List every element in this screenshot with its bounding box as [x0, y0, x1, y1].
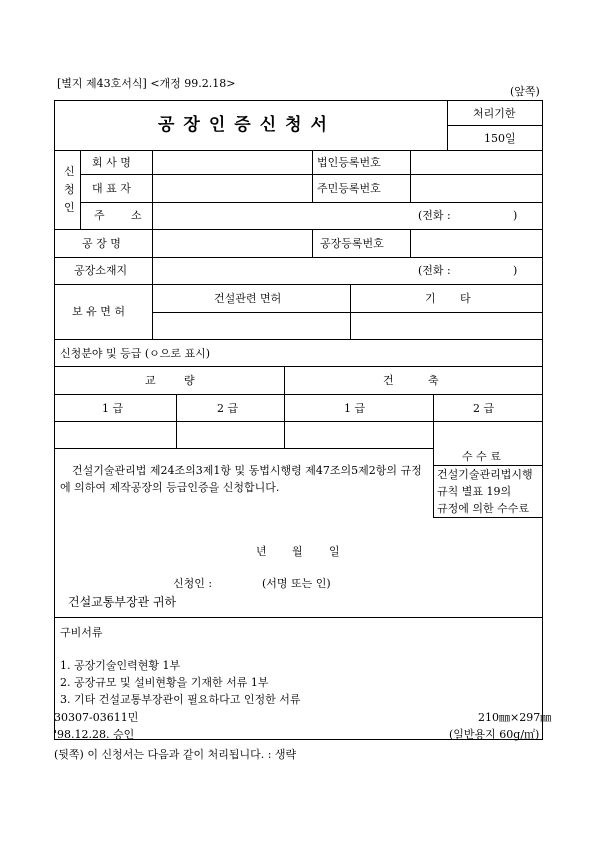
applicant-section-label-3: 인 — [64, 201, 75, 214]
date-day-label: 일 — [329, 545, 340, 558]
page-side-label: (앞쪽) — [510, 85, 540, 98]
applicant-signature-label: 신청인 : — [173, 577, 213, 590]
fee-line-3: 규정에 의한 수수료 — [437, 502, 530, 515]
recipient-line: 건설교통부장관 귀하 — [68, 595, 177, 609]
building-grade-1-header: 1 급 — [344, 402, 366, 415]
bridge-grade-1-header: 1 급 — [102, 402, 124, 415]
form-code: 30307-03611민 — [54, 711, 139, 724]
resident-reg-number-field[interactable] — [411, 175, 542, 201]
representative-label: 대 표 자 — [92, 182, 131, 195]
bridge-header-part1: 교 — [145, 374, 156, 387]
applicant-phone-label: (전화 : — [418, 209, 451, 222]
required-document-item: 1. 공장기술인력현황 1부 — [60, 659, 181, 672]
fee-line-1: 건설기술관리법시행 — [437, 468, 533, 481]
building-header-part1: 건 — [383, 374, 394, 387]
applicant-signature-field[interactable] — [215, 574, 259, 592]
date-year-label: 년 — [256, 545, 267, 558]
factory-reg-number-label: 공장등록번호 — [320, 237, 384, 250]
bridge-header-part2: 량 — [184, 374, 195, 387]
address-label-part1: 주 — [94, 209, 105, 222]
signature-note: (서명 또는 인) — [262, 577, 331, 590]
processing-period-value: 150일 — [484, 132, 516, 145]
processing-period-label: 처리기한 — [473, 107, 516, 120]
address-label-part2: 소 — [131, 209, 142, 222]
field-grade-label: 신청분야 및 등급 (ㅇ으로 표시) — [60, 347, 211, 360]
representative-field[interactable] — [153, 175, 311, 201]
company-name-label: 회 사 명 — [92, 156, 131, 169]
resident-reg-number-label: 주민등록번호 — [317, 182, 381, 195]
required-documents-label: 구비서류 — [60, 626, 103, 639]
fee-line-2: 규칙 별표 19의 — [437, 485, 512, 498]
other-license-header-part1: 기 — [425, 292, 436, 305]
required-document-item: 2. 공장규모 및 설비현황을 기재한 서류 1부 — [60, 676, 269, 689]
applicant-section-label-1: 신 — [64, 165, 75, 178]
fee-label: 수 수 료 — [462, 450, 501, 463]
bridge-grade-1-cell[interactable] — [55, 422, 175, 447]
factory-phone-close: ) — [513, 264, 518, 277]
factory-name-field[interactable] — [153, 230, 311, 256]
required-document-item: 3. 기타 건설교통부장관이 필요하다고 인정한 서류 — [60, 693, 301, 706]
factory-location-field[interactable] — [153, 258, 403, 283]
bridge-grade-2-header: 2 급 — [217, 402, 239, 415]
back-side-note: (뒷쪽) 이 신청서는 다음과 같이 처리됩니다. : 생략 — [54, 748, 297, 761]
other-license-field[interactable] — [351, 313, 542, 338]
form-reference: [별지 제43호서식] <개정 99.2.18> — [57, 77, 236, 90]
building-header-part2: 축 — [428, 374, 439, 387]
factory-location-label: 공장소재지 — [74, 264, 128, 277]
company-name-field[interactable] — [153, 151, 311, 173]
applicant-phone-close: ) — [513, 209, 518, 222]
declaration-line-1: 건설기술관리법 제24조의3제1항 및 동법시행령 제47조의5제2항의 규정 — [72, 464, 422, 477]
corp-reg-number-field[interactable] — [411, 151, 542, 173]
building-grade-1-cell[interactable] — [285, 422, 432, 447]
factory-phone-label: (전화 : — [418, 264, 451, 277]
licenses-label: 보 유 면 허 — [72, 305, 125, 318]
factory-name-label: 공 장 명 — [82, 237, 121, 250]
factory-reg-number-field[interactable] — [411, 230, 542, 256]
construction-license-field[interactable] — [153, 313, 349, 338]
paper-type: (일반용지 60g/㎡) — [449, 728, 540, 741]
bridge-grade-2-cell[interactable] — [177, 422, 283, 447]
corp-reg-number-label: 법인등록번호 — [317, 156, 381, 169]
address-field[interactable] — [153, 203, 403, 228]
building-grade-2-cell[interactable] — [434, 422, 542, 447]
construction-license-header: 건설관련 면허 — [214, 292, 282, 305]
paper-size: 210㎜×297㎜ — [478, 711, 552, 724]
form-title: 공장인증신청서 — [158, 115, 336, 135]
building-grade-2-header: 2 급 — [473, 402, 495, 415]
other-license-header-part2: 타 — [460, 292, 471, 305]
approval-date: '98.12.28. 승인 — [54, 728, 135, 741]
date-month-label: 월 — [292, 545, 303, 558]
declaration-line-2: 에 의하여 제작공장의 등급인증을 신청합니다. — [60, 481, 280, 494]
applicant-section-label-2: 청 — [64, 183, 75, 196]
